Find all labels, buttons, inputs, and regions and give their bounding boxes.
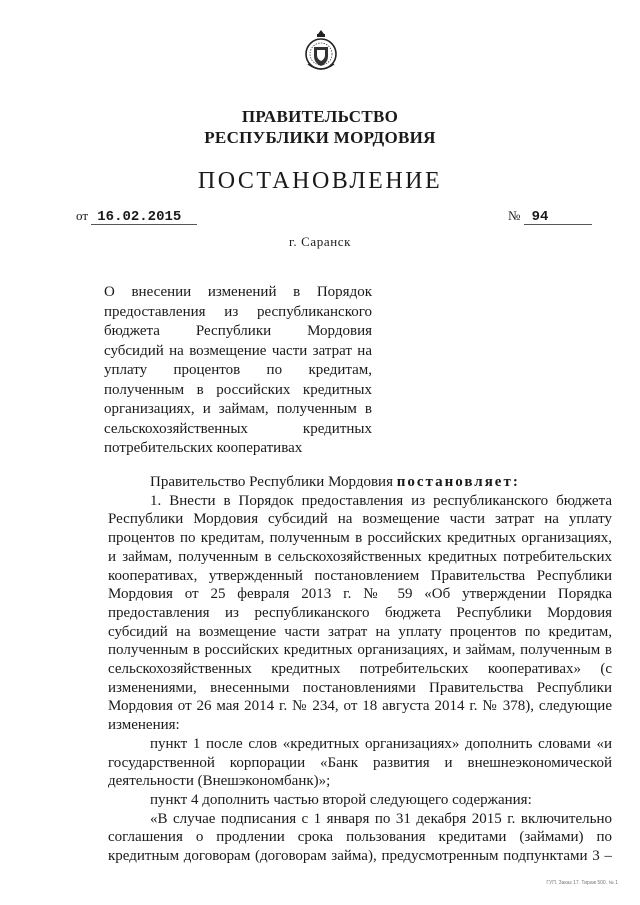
subject-line: предоставления из республиканского <box>104 303 372 320</box>
document-body <box>108 473 612 866</box>
body-line: субсидий на возмещение части затрат на уплату процентов по кредитам, <box>108 623 612 640</box>
body-intro <box>108 473 612 492</box>
document-subject <box>104 283 372 459</box>
document-date: 16.02.2015 <box>91 210 197 225</box>
subject-line: организациях, и займам, полученным в <box>104 401 372 417</box>
body-line: пункт 1 после слов «кредитных организациях» дополнить словами «и <box>150 735 612 752</box>
document-number: 94 <box>524 210 592 225</box>
body-line: кооперативах, утвержденный постановлением Правительства Республики <box>108 567 612 584</box>
body-line: деятельности (Внешэкономбанк)»; <box>108 773 331 790</box>
subject-line: уплату процентов по кредитам, <box>104 362 372 378</box>
date-prefix: от <box>76 208 89 223</box>
body-line: Республики Мордовия субсидий на возмещение части затрат на уплату <box>108 511 612 528</box>
body-line: государственной корпорации «Банк развития и внешнеэкономической <box>108 754 612 771</box>
coat-of-arms-icon <box>303 28 339 74</box>
subject-line: О внесении изменений в Порядок <box>104 284 372 300</box>
body-line: Мордовия от 26 мая 2014 г. № 234, от 18 августа 2014 г. № 378), следующие <box>108 698 612 715</box>
body-line: кредитным договорам (договорам займа), предусмотренным подпунктами 3 – <box>108 848 612 865</box>
document-type: ПОСТАНОВЛЕНИЕ <box>197 168 443 194</box>
body-line: изменения: <box>108 717 180 734</box>
subject-line: бюджета Республики Мордовия <box>104 323 372 339</box>
body-line: полученным в российских кредитных организациях, и займам, полученным в <box>108 642 612 659</box>
intro-verb: постановляет: <box>396 474 520 490</box>
subject-line: сельскохозяйственных кредитных <box>104 420 372 437</box>
body-line: Мордовия от 25 февраля 2013 г. № 59 «Об утверждении Порядка <box>108 586 612 603</box>
body-line: и займам, полученным в сельскохозяйственных кредитных потребительских <box>108 548 612 565</box>
print-code: ГУП. Заказ 17. Тираж 500. № 1 <box>546 880 618 886</box>
body-line: изменениями, внесенными постановлениями Правительства Республики <box>108 679 612 696</box>
subject-line: потребительских кооперативах <box>104 440 303 456</box>
body-line: 1. Внести в Порядок предоставления из республиканского бюджета <box>150 492 612 509</box>
government-name-line2: РЕСПУБЛИКИ МОРДОВИЯ <box>204 128 436 147</box>
intro-prefix: Правительство Республики Мордовия <box>150 474 393 490</box>
subject-line: субсидий на возмещение части затрат на <box>104 342 372 359</box>
body-line: предоставления из республиканского бюджета Республики Мордовия <box>108 604 612 621</box>
government-name-line1: ПРАВИТЕЛЬСТВО <box>241 107 399 126</box>
date-field <box>76 208 197 225</box>
number-field <box>508 208 592 225</box>
body-line: сельскохозяйственных кредитных потребительских кооперативах» (с <box>108 661 612 678</box>
body-line: пункт 4 дополнить частью второй следующего содержания: <box>150 791 532 808</box>
body-line: процентов по кредитам, полученным в российских кредитных организациях, <box>108 530 612 547</box>
number-prefix: № <box>508 208 521 223</box>
city-label: г. Саранск <box>288 234 352 249</box>
subject-line: полученным в российских кредитных <box>104 381 372 398</box>
body-line: «В случае подписания с 1 января по 31 декабря 2015 г. включительно <box>150 810 612 827</box>
body-line: соглашения о продлении срока пользования кредитами (займами) по <box>108 829 612 846</box>
